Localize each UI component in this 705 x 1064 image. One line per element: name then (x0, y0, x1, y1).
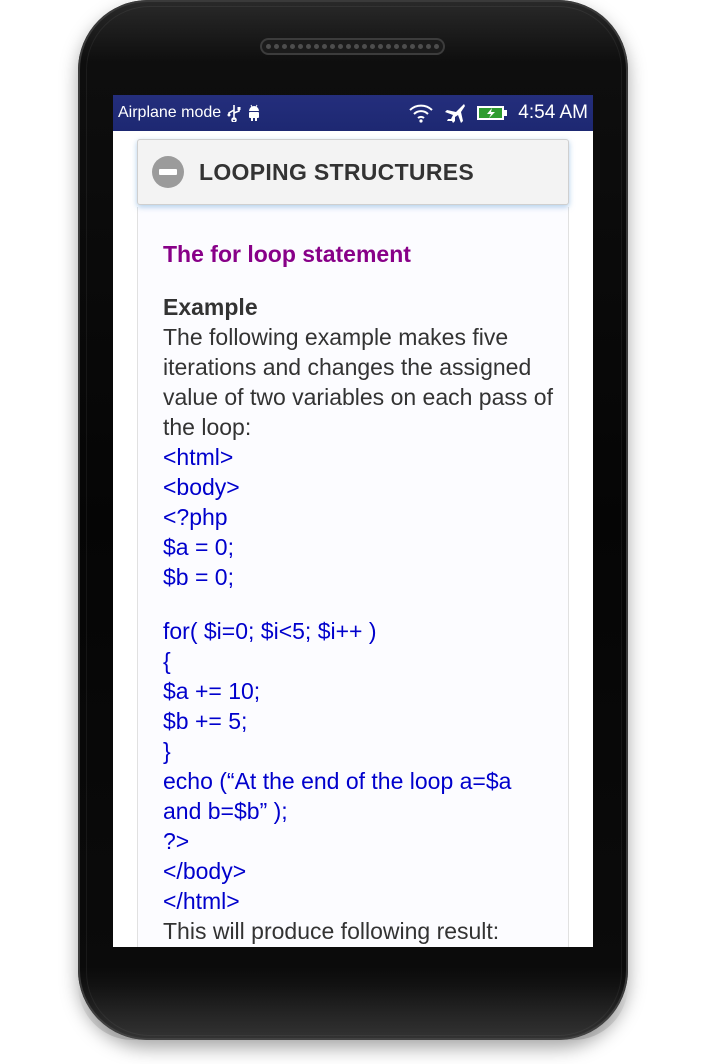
status-right (408, 95, 588, 131)
status-bar (113, 95, 593, 131)
lesson-title: The for loop statement (163, 241, 411, 267)
code-line: </body> (163, 858, 247, 884)
usb-icon (227, 104, 241, 122)
code-line: $a = 0; (163, 534, 234, 560)
lesson-text (163, 239, 558, 947)
result-text: This will produce following result: (163, 918, 500, 944)
status-left (118, 95, 261, 131)
code-line: <body> (163, 474, 240, 500)
example-description: The following example makes five iterations and changes the assigned value of two variables on each pass of the loop: (163, 324, 553, 440)
wifi-icon (408, 103, 434, 123)
phone-bottom-glow (78, 985, 628, 1040)
clock: 4:54 AM (518, 102, 588, 123)
section-header-title: LOOPING STRUCTURES (199, 159, 475, 185)
speaker-grille (260, 38, 445, 55)
battery-charging-icon (476, 104, 508, 122)
code-gap (163, 592, 558, 616)
code-line: { (163, 648, 171, 674)
code-line: </html> (163, 888, 240, 914)
code-line: <?php (163, 504, 228, 530)
android-icon (247, 104, 261, 122)
code-block-2 (163, 616, 558, 916)
airplane-icon (444, 102, 466, 124)
example-label: Example (163, 294, 258, 320)
code-line: $b += 5; (163, 708, 248, 734)
code-line: $a += 10; (163, 678, 261, 704)
code-line: <html> (163, 444, 234, 470)
code-line: for( $i=0; $i<5; $i++ ) (163, 618, 377, 644)
code-line: } (163, 738, 171, 764)
code-line: ?> (163, 828, 190, 854)
section-header[interactable] (137, 139, 569, 205)
code-line: and b=$b” ); (163, 798, 288, 824)
code-line: $b = 0; (163, 564, 234, 590)
code-block-1 (163, 442, 558, 592)
airplane-mode-text: Airplane mode (118, 104, 222, 121)
minus-circle-icon[interactable] (152, 156, 184, 188)
code-line: echo (“At the end of the loop a=$a (163, 768, 512, 794)
